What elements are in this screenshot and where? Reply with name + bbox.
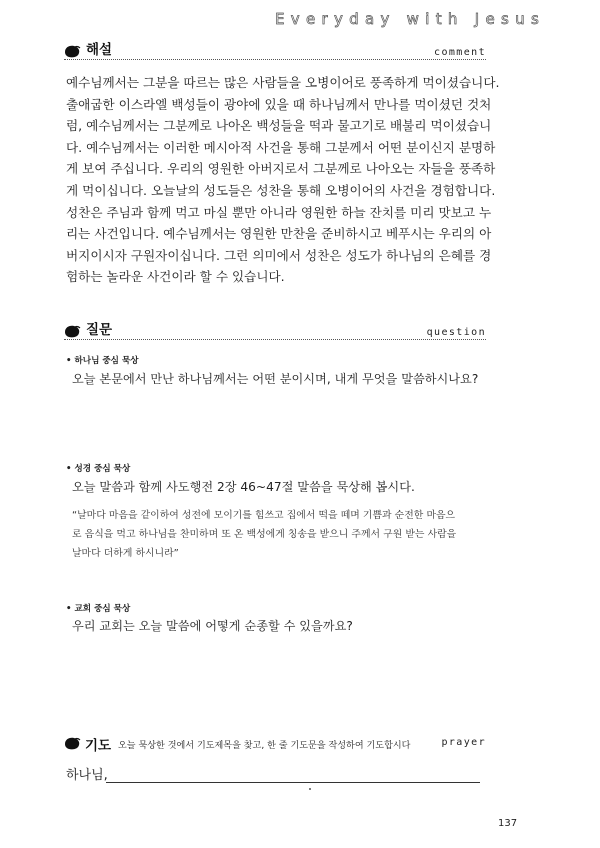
scripture-quote [72, 506, 490, 563]
commentary-line: 게 보여 주십니다. 우리의 영원한 아버지로서 그분께로 나아오는 자들을 풍족하 [66, 161, 496, 177]
prayer-header [64, 734, 486, 752]
quote-line: 날마다 더하게 하시니라” [72, 548, 179, 559]
question-1-text: 오늘 본문에서 만난 하나님께서는 어떤 분이시며, 내게 무엇을 말씀하시나요? [72, 372, 479, 386]
prayer-english: prayer [441, 737, 486, 748]
prayer-salutation: 하나님, [66, 768, 108, 783]
prayer-instruction: 오늘 묵상한 것에서 기도제목을 찾고, 한 줄 기도문을 작성하여 기도합시다 [118, 741, 411, 751]
commentary-line: 예수님께서는 그분을 따르는 많은 사람들을 오병이어로 풍족하게 먹이셨습니다. [66, 75, 500, 90]
prayer-write-line[interactable] [106, 782, 480, 783]
quote-line: “날마다 마음을 같이하여 성전에 모이기를 힘쓰고 집에서 떡을 떼며 기쁨과 순전한 마음으 [72, 510, 456, 521]
ink-blob-icon [64, 737, 81, 750]
commentary-label: 해설 [86, 42, 113, 58]
commentary-body [66, 72, 500, 288]
commentary-line: 출애굽한 이스라엘 백성들이 광야에 있을 때 하나님께서 만나를 먹이셨던 것처 [66, 96, 492, 112]
question-2-label: • 성경 중심 묵상 [66, 464, 131, 474]
scan-speck [309, 788, 311, 790]
running-head: Everyday with Jesus [275, 10, 546, 28]
question-3-label: • 교회 중심 묵상 [66, 604, 131, 614]
commentary-line: 험하는 놀라운 사건이라 할 수 있습니다. [66, 269, 285, 285]
question-header [64, 321, 486, 340]
question-english: question [426, 327, 486, 338]
commentary-line: 다. 예수님께서는 이러한 메시아적 사건을 통해 그분께서 어떤 분이신지 분명하 [66, 139, 496, 155]
question-2-text: 오늘 말씀과 함께 사도행전 2장 46~47절 말씀을 묵상해 봅시다. [72, 480, 415, 494]
ink-blob-icon [64, 45, 81, 58]
commentary-header [64, 41, 486, 60]
prayer-label: 기도 [85, 738, 112, 754]
commentary-english: comment [434, 47, 486, 58]
quote-line: 로 음식을 먹고 하나님을 찬미하며 또 온 백성에게 칭송을 받으니 주께서 구원 받는 사람을 [72, 529, 457, 540]
page-number: 137 [498, 818, 518, 829]
ink-blob-icon [64, 325, 81, 338]
commentary-line: 리는 사건입니다. 예수님께서는 영원한 만찬을 준비하시고 베푸시는 우리의 아 [66, 226, 492, 242]
question-3-text: 우리 교회는 오늘 말씀에 어떻게 순종할 수 있을까요? [72, 619, 353, 633]
commentary-line: 성찬은 주님과 함께 먹고 마실 뿐만 아니라 영원한 하늘 잔치를 미리 맛보고 누 [66, 204, 492, 220]
question-label: 질문 [86, 322, 113, 338]
question-1-label: • 하나님 중심 묵상 [66, 356, 139, 366]
commentary-line: 럼, 예수님께서는 그분께로 나아온 백성들을 떡과 물고기로 배불리 먹이셨습니 [66, 118, 492, 134]
commentary-line: 게 먹이십니다. 오늘날의 성도들은 성찬을 통해 오병이어의 사건을 경험합니다. [66, 182, 496, 198]
commentary-line: 버지이시자 구원자이십니다. 그런 의미에서 성찬은 성도가 하나님의 은혜를 경 [66, 247, 492, 263]
